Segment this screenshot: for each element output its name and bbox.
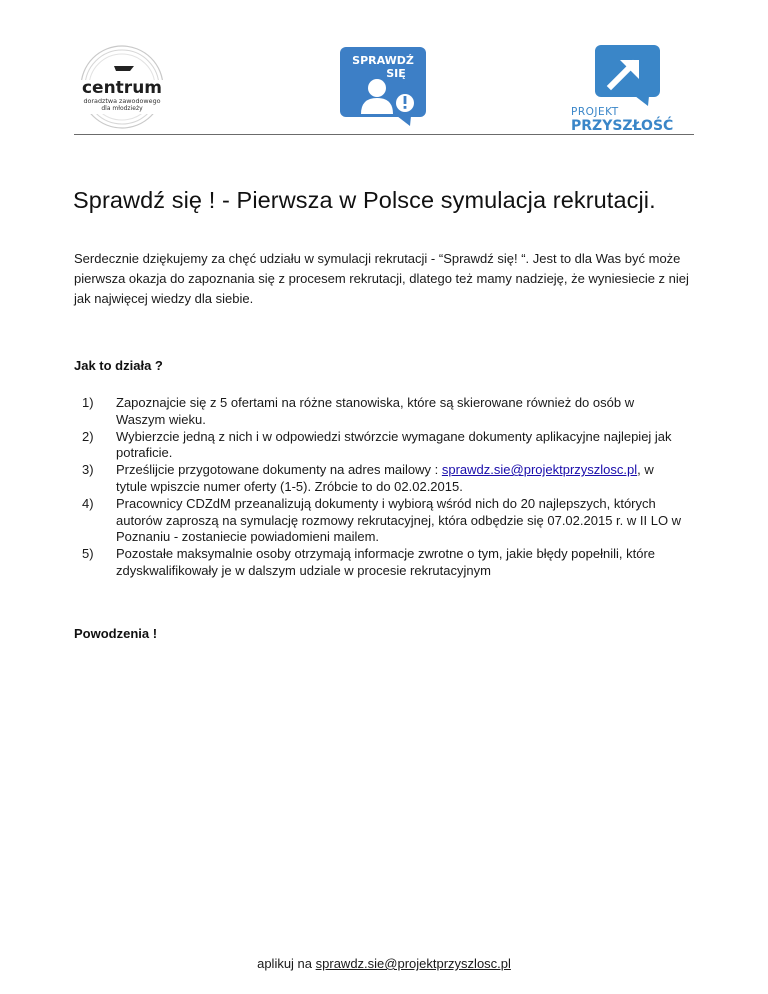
centrum-wordmark: centrum	[81, 78, 163, 98]
footer-email-link[interactable]: sprawdz.sie@projektprzyszlosc.pl	[315, 956, 511, 971]
closing-heading: Powodzenia !	[74, 626, 158, 641]
list-item	[74, 496, 684, 546]
centrum-tagline-1: doradztwa zawodowego	[83, 97, 161, 105]
header-divider	[74, 134, 694, 135]
list-item-number: 2)	[82, 428, 94, 444]
intro-paragraph: Serdecznie dziękujemy za chęć udziału w symulacji rekrutacji - “Sprawdź się! “. Jest to dla Was być może pierwsza okazja do zapoznania się z procesem rekrutacji, dlatego też mamy nadzieję, że wyniesiecie z niej jak najwięcej wiedzy dla siebie.	[74, 251, 689, 306]
centrum-logo	[76, 44, 168, 130]
list-item-text: Pracownicy CDZdM przeanalizują dokumenty i wybiorą wśród nich do 20 najlepszych, których autorów zaproszą na symulację rozmowy rekrutacyjnej, która odbędzie się 07.02.2015 r. w II LO w Poznaniu - zostaniecie powiadomieni mailem.	[116, 495, 682, 545]
steps-list	[74, 395, 684, 580]
how-it-works-heading: Jak to działa ?	[74, 358, 163, 373]
email-link[interactable]: sprawdz.sie@projektprzyszlosc.pl	[441, 462, 638, 478]
sprawdz-line-1: SPRAWDŹ	[352, 54, 414, 67]
projekt-przyszlosc-logo	[563, 44, 695, 134]
sprawdz-sie-logo	[339, 46, 429, 128]
list-item-number: 4)	[82, 495, 94, 511]
page-header	[0, 0, 768, 135]
page-footer	[0, 956, 768, 971]
list-item	[74, 395, 684, 429]
list-item-text-after: , w tytule wpiszcie numer oferty (1-5). Zróbcie to do 02.02.2015.	[116, 462, 654, 494]
list-item	[74, 462, 684, 496]
exclamation-icon	[396, 94, 414, 112]
list-item-text: Pozostałe maksymalnie osoby otrzymają informacje zwrotne o tym, jakie błędy popełnili, które zdyskwalifikowały je w dalszym udziale w procesie rekrutacyjnym	[116, 546, 656, 578]
sprawdz-line-2: SIĘ	[386, 67, 406, 80]
page-title: Sprawdź się ! - Pierwsza w Polsce symulacja rekrutacji.	[73, 187, 656, 213]
list-item-number: 5)	[82, 546, 94, 562]
list-item	[74, 429, 684, 463]
list-item-number: 1)	[82, 395, 94, 410]
projekt-line-1: PROJEKT	[571, 106, 619, 118]
centrum-tagline-2: dla młodzieży	[101, 105, 143, 112]
footer-prefix: aplikuj na	[257, 956, 316, 971]
list-item-text: Zapoznajcie się z 5 ofertami na różne stanowiska, które są skierowane również do osób w Waszym wieku.	[116, 395, 635, 427]
list-item-text-before: Prześlijcie przygotowane dokumenty na adres mailowy :	[116, 462, 442, 478]
projekt-line-2: PRZYSZŁOŚĆ	[571, 118, 674, 134]
list-item-number: 3)	[82, 462, 94, 478]
list-item	[74, 546, 684, 580]
list-item-text: Wybierzcie jedną z nich i w odpowiedzi stwórzcie wymagane dokumenty aplikacyjne najlepiej jak potraficie.	[116, 428, 672, 461]
